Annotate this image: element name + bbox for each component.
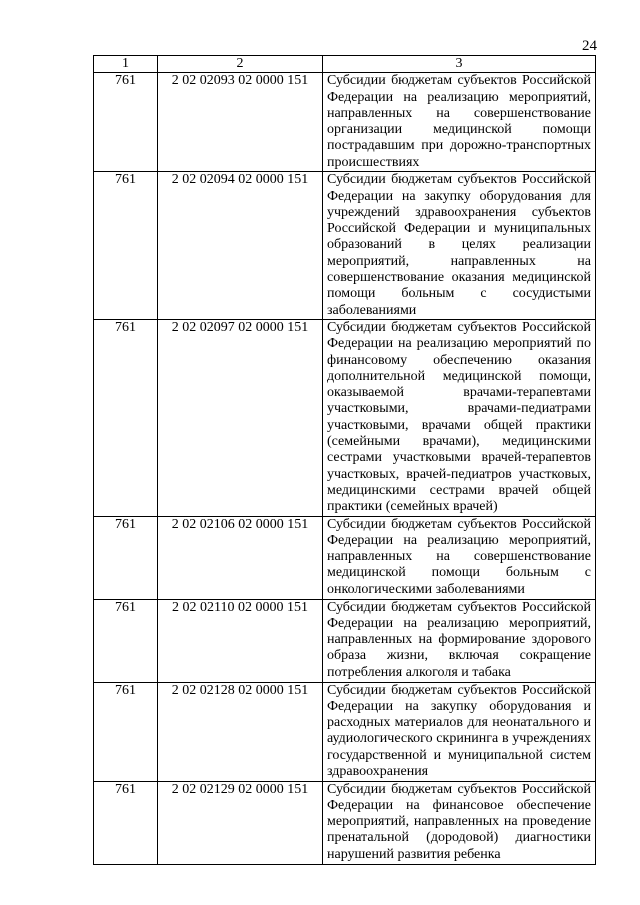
income-code-cell: 2 02 02097 02 0000 151 bbox=[158, 319, 323, 516]
table-header-row bbox=[94, 56, 596, 73]
description-cell: Субсидии бюджетам субъектов Российской Федерации на закупку оборудования и расходных материалов для неонатального и аудиологического скрининга в учреждениях государственной и муниципальной систем здравоохранения bbox=[323, 682, 596, 781]
description-cell: Субсидии бюджетам субъектов Российской Федерации на финансовое обеспечение мероприятий, направленных на проведение пренатальной (дородовой) диагностики нарушений развития ребенка bbox=[323, 781, 596, 864]
page-number: 24 bbox=[582, 38, 597, 54]
description-cell: Субсидии бюджетам субъектов Российской Федерации на реализацию мероприятий, направленных на совершенствование организации медицинской помощи пострадавшим при дорожно-транспортных происшествиях bbox=[323, 73, 596, 172]
budget-income-table bbox=[93, 55, 596, 865]
table-row bbox=[94, 73, 596, 172]
income-code-cell: 2 02 02093 02 0000 151 bbox=[158, 73, 323, 172]
income-code-cell: 2 02 02128 02 0000 151 bbox=[158, 682, 323, 781]
column-header-3: 3 bbox=[323, 56, 596, 73]
table-row bbox=[94, 172, 596, 320]
income-code-cell: 2 02 02106 02 0000 151 bbox=[158, 516, 323, 599]
admin-code-cell: 761 bbox=[94, 516, 158, 599]
table-row bbox=[94, 682, 596, 781]
table-row bbox=[94, 319, 596, 516]
admin-code-cell: 761 bbox=[94, 319, 158, 516]
table-row bbox=[94, 599, 596, 682]
description-cell: Субсидии бюджетам субъектов Российской Федерации на реализацию мероприятий по финансовому обеспечению оказания дополнительной медицинской помощи, оказываемой врачами-терапевтами участковыми, врачами-педиатрами участковыми, врачами общей практики (семейными врачами), медицинскими сестрами участковыми врачей-терапевтов участковых, врачей-педиатров участковых, медицинскими сестрами врачей общей практики (семейных врачей) bbox=[323, 319, 596, 516]
income-code-cell: 2 02 02129 02 0000 151 bbox=[158, 781, 323, 864]
admin-code-cell: 761 bbox=[94, 73, 158, 172]
column-header-2: 2 bbox=[158, 56, 323, 73]
admin-code-cell: 761 bbox=[94, 682, 158, 781]
description-cell: Субсидии бюджетам субъектов Российской Федерации на закупку оборудования для учреждений здравоохранения субъектов Российской Федерации и муниципальных образований в целях реализации мероприятий, направленных на совершенствование оказания медицинской помощи больным с сосудистыми заболеваниями bbox=[323, 172, 596, 320]
admin-code-cell: 761 bbox=[94, 172, 158, 320]
description-cell: Субсидии бюджетам субъектов Российской Федерации на реализацию мероприятий, направленных на совершенствование медицинской помощи больным с онкологическими заболеваниями bbox=[323, 516, 596, 599]
table-row bbox=[94, 516, 596, 599]
admin-code-cell: 761 bbox=[94, 781, 158, 864]
description-cell: Субсидии бюджетам субъектов Российской Федерации на реализацию мероприятий, направленных на формирование здорового образа жизни, включая сокращение потребления алкоголя и табака bbox=[323, 599, 596, 682]
admin-code-cell: 761 bbox=[94, 599, 158, 682]
income-code-cell: 2 02 02110 02 0000 151 bbox=[158, 599, 323, 682]
column-header-1: 1 bbox=[94, 56, 158, 73]
table-row bbox=[94, 781, 596, 864]
income-code-cell: 2 02 02094 02 0000 151 bbox=[158, 172, 323, 320]
